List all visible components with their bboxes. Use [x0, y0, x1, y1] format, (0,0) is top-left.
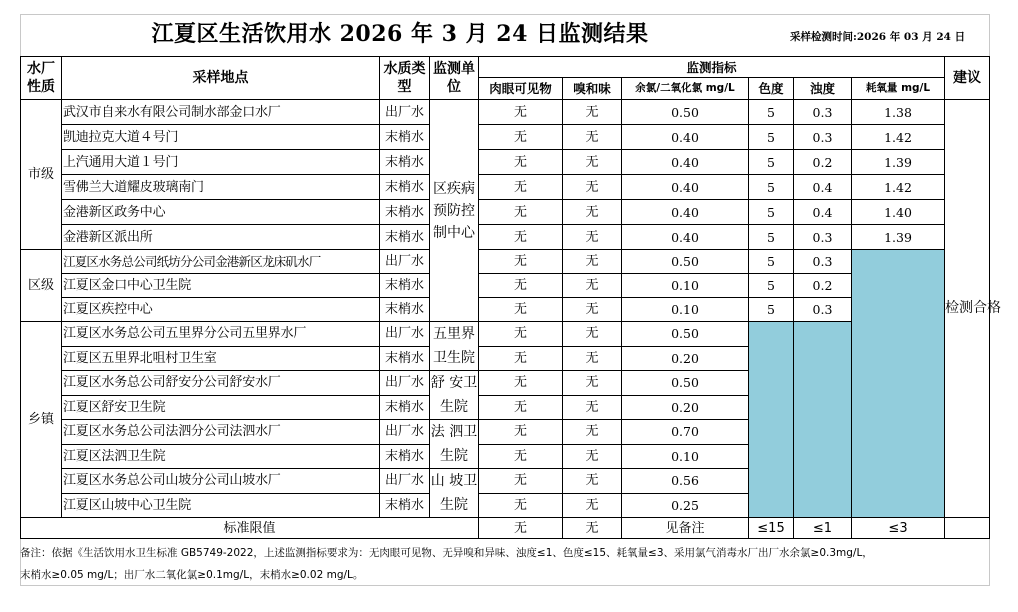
row-turbidity: 0.3 [794, 225, 852, 250]
row-odor: 无 [563, 150, 622, 175]
row-visible: 无 [479, 420, 563, 445]
category-district: 区级 [21, 250, 62, 322]
row-visible: 无 [479, 322, 563, 347]
row-chlorine: 0.40 [622, 150, 749, 175]
limits-label: 标准限值 [21, 518, 479, 539]
row-visible: 无 [479, 125, 563, 150]
row-visible: 无 [479, 250, 563, 274]
page-title: 江夏区生活饮用水 2026 年 3 月 24 日监测结果 [151, 21, 649, 47]
footnote [20, 542, 990, 586]
row-chlorine: 0.50 [622, 371, 749, 396]
row-turbidity: 0.2 [794, 150, 852, 175]
row-chlorine: 0.50 [622, 250, 749, 274]
row-type: 末梢水 [380, 200, 430, 225]
row-color: 5 [749, 150, 794, 175]
row-visible: 无 [479, 150, 563, 175]
limit-cod: ≤3 [852, 518, 945, 539]
row-location: 江夏区疾控中心 [62, 298, 380, 322]
footnote-line-2: 末梢水≥0.05 mg/L；出厂水二氧化氯≥0.1mg/L，末梢水≥0.02 mg/L。 [20, 569, 364, 581]
row-visible: 无 [479, 274, 563, 298]
row-type: 出厂水 [380, 250, 430, 274]
row-visible: 无 [479, 493, 563, 518]
row-color: 5 [749, 250, 794, 274]
row-turbidity: 0.3 [794, 298, 852, 322]
row-chlorine: 0.56 [622, 469, 749, 494]
row-location: 江夏区金口中心卫生院 [62, 274, 380, 298]
limit-odor: 无 [563, 518, 622, 539]
row-chlorine: 0.10 [622, 444, 749, 469]
color-not-tested-shade [749, 322, 794, 518]
row-type: 末梢水 [380, 274, 430, 298]
row-visible: 无 [479, 200, 563, 225]
row-chlorine: 0.50 [622, 100, 749, 125]
header-water-type: 水质类型 [380, 57, 430, 100]
row-location: 武汉市自来水有限公司制水部金口水厂 [62, 100, 380, 125]
row-location: 江夏区水务总公司山坡分公司山坡水厂 [62, 469, 380, 494]
row-location: 江夏区水务总公司纸坊分公司金港新区龙床矶水厂 [62, 250, 380, 274]
row-chlorine: 0.40 [622, 175, 749, 200]
row-turbidity: 0.3 [794, 250, 852, 274]
unit-fasi: 法 泗卫生院 [430, 420, 479, 469]
category-town: 乡镇 [21, 322, 62, 518]
row-turbidity: 0.3 [794, 100, 852, 125]
category-city: 市级 [21, 100, 62, 250]
row-location: 江夏区水务总公司舒安分公司舒安水厂 [62, 371, 380, 396]
unit-wulijie: 五里界卫生院 [430, 322, 479, 371]
row-turbidity: 0.2 [794, 274, 852, 298]
row-visible: 无 [479, 371, 563, 396]
row-color: 5 [749, 274, 794, 298]
row-chlorine: 0.70 [622, 420, 749, 445]
row-visible: 无 [479, 395, 563, 420]
unit-shuan: 舒 安卫生院 [430, 371, 479, 420]
header-unit: 监测单位 [430, 57, 479, 100]
row-type: 出厂水 [380, 420, 430, 445]
row-odor: 无 [563, 250, 622, 274]
row-visible: 无 [479, 225, 563, 250]
row-cod: 1.39 [852, 150, 945, 175]
row-chlorine: 0.40 [622, 200, 749, 225]
header-cod: 耗氧量 mg/L [852, 78, 945, 100]
row-type: 出厂水 [380, 371, 430, 396]
sample-time: 采样检测时间:2026 年 03 月 24 日 [790, 31, 966, 43]
row-type: 末梢水 [380, 346, 430, 371]
row-cod: 1.39 [852, 225, 945, 250]
turbidity-not-tested-shade [794, 322, 852, 518]
row-odor: 无 [563, 125, 622, 150]
row-color: 5 [749, 100, 794, 125]
row-odor: 无 [563, 469, 622, 494]
row-location: 江夏区法泗卫生院 [62, 444, 380, 469]
row-odor: 无 [563, 322, 622, 347]
row-visible: 无 [479, 100, 563, 125]
row-location: 雪佛兰大道耀皮玻璃南门 [62, 175, 380, 200]
row-type: 末梢水 [380, 125, 430, 150]
row-cod: 1.40 [852, 200, 945, 225]
row-type: 出厂水 [380, 100, 430, 125]
row-visible: 无 [479, 469, 563, 494]
row-chlorine: 0.50 [622, 322, 749, 347]
cod-not-tested-shade [852, 250, 945, 518]
row-visible: 无 [479, 175, 563, 200]
row-chlorine: 0.10 [622, 298, 749, 322]
header-plant-nature: 水厂性质 [21, 57, 62, 100]
row-color: 5 [749, 125, 794, 150]
unit-shanpo: 山 坡卫生院 [430, 469, 479, 518]
row-visible: 无 [479, 346, 563, 371]
row-chlorine: 0.25 [622, 493, 749, 518]
limit-turbidity: ≤1 [794, 518, 852, 539]
header-visible: 肉眼可见物 [479, 78, 563, 100]
row-odor: 无 [563, 274, 622, 298]
row-odor: 无 [563, 175, 622, 200]
header-odor: 嗅和味 [563, 78, 622, 100]
results-table [20, 56, 1002, 539]
header-indicators: 监测指标 [479, 57, 945, 78]
row-color: 5 [749, 225, 794, 250]
limit-color: ≤15 [749, 518, 794, 539]
row-chlorine: 0.40 [622, 125, 749, 150]
row-odor: 无 [563, 100, 622, 125]
row-odor: 无 [563, 225, 622, 250]
limit-chlorine: 见备注 [622, 518, 749, 539]
row-chlorine: 0.40 [622, 225, 749, 250]
row-color: 5 [749, 175, 794, 200]
row-odor: 无 [563, 444, 622, 469]
row-location: 上汽通用大道１号门 [62, 150, 380, 175]
header-location: 采样地点 [62, 57, 380, 100]
row-turbidity: 0.4 [794, 175, 852, 200]
row-cod: 1.38 [852, 100, 945, 125]
row-type: 末梢水 [380, 493, 430, 518]
row-location: 江夏区舒安卫生院 [62, 395, 380, 420]
row-cod: 1.42 [852, 125, 945, 150]
row-odor: 无 [563, 395, 622, 420]
row-location: 江夏区水务总公司法泗分公司法泗水厂 [62, 420, 380, 445]
row-odor: 无 [563, 298, 622, 322]
row-location: 金港新区派出所 [62, 225, 380, 250]
row-location: 江夏区水务总公司五里界分公司五里界水厂 [62, 322, 380, 347]
row-type: 出厂水 [380, 322, 430, 347]
unit-cdc: 区疾病预防控制中心 [430, 100, 479, 322]
row-turbidity: 0.3 [794, 125, 852, 150]
row-location: 凯迪拉克大道４号门 [62, 125, 380, 150]
row-odor: 无 [563, 200, 622, 225]
row-type: 末梢水 [380, 175, 430, 200]
row-visible: 无 [479, 444, 563, 469]
row-turbidity: 0.4 [794, 200, 852, 225]
row-type: 末梢水 [380, 150, 430, 175]
row-location: 江夏区山坡中心卫生院 [62, 493, 380, 518]
footnote-line-1: 备注：依据《生活饮用水卫生标准 GB5749-2022，上述监测指标要求为：无肉眼可见物、无异嗅和异味、浊度≤1、色度≤15、耗氧量≤3、采用氯气消毒水厂出厂水余氯≥0.3mg/L， [20, 547, 873, 559]
limit-advice-empty [945, 518, 990, 539]
advice-cell: 检测合格 [945, 100, 990, 518]
row-chlorine: 0.10 [622, 274, 749, 298]
row-color: 5 [749, 200, 794, 225]
row-type: 出厂水 [380, 469, 430, 494]
row-cod: 1.42 [852, 175, 945, 200]
row-color: 5 [749, 298, 794, 322]
row-odor: 无 [563, 493, 622, 518]
row-odor: 无 [563, 346, 622, 371]
limit-visible: 无 [479, 518, 563, 539]
row-type: 末梢水 [380, 395, 430, 420]
header-advice: 建议 [945, 57, 990, 100]
header-color: 色度 [749, 78, 794, 100]
row-odor: 无 [563, 371, 622, 396]
row-type: 末梢水 [380, 298, 430, 322]
row-visible: 无 [479, 298, 563, 322]
row-type: 末梢水 [380, 225, 430, 250]
row-type: 末梢水 [380, 444, 430, 469]
row-chlorine: 0.20 [622, 395, 749, 420]
row-location: 江夏区五里界北咀村卫生室 [62, 346, 380, 371]
row-location: 金港新区政务中心 [62, 200, 380, 225]
header-turbidity: 浊度 [794, 78, 852, 100]
header-chlorine: 余氯/二氧化氯 mg/L [622, 78, 749, 100]
row-odor: 无 [563, 420, 622, 445]
row-chlorine: 0.20 [622, 346, 749, 371]
